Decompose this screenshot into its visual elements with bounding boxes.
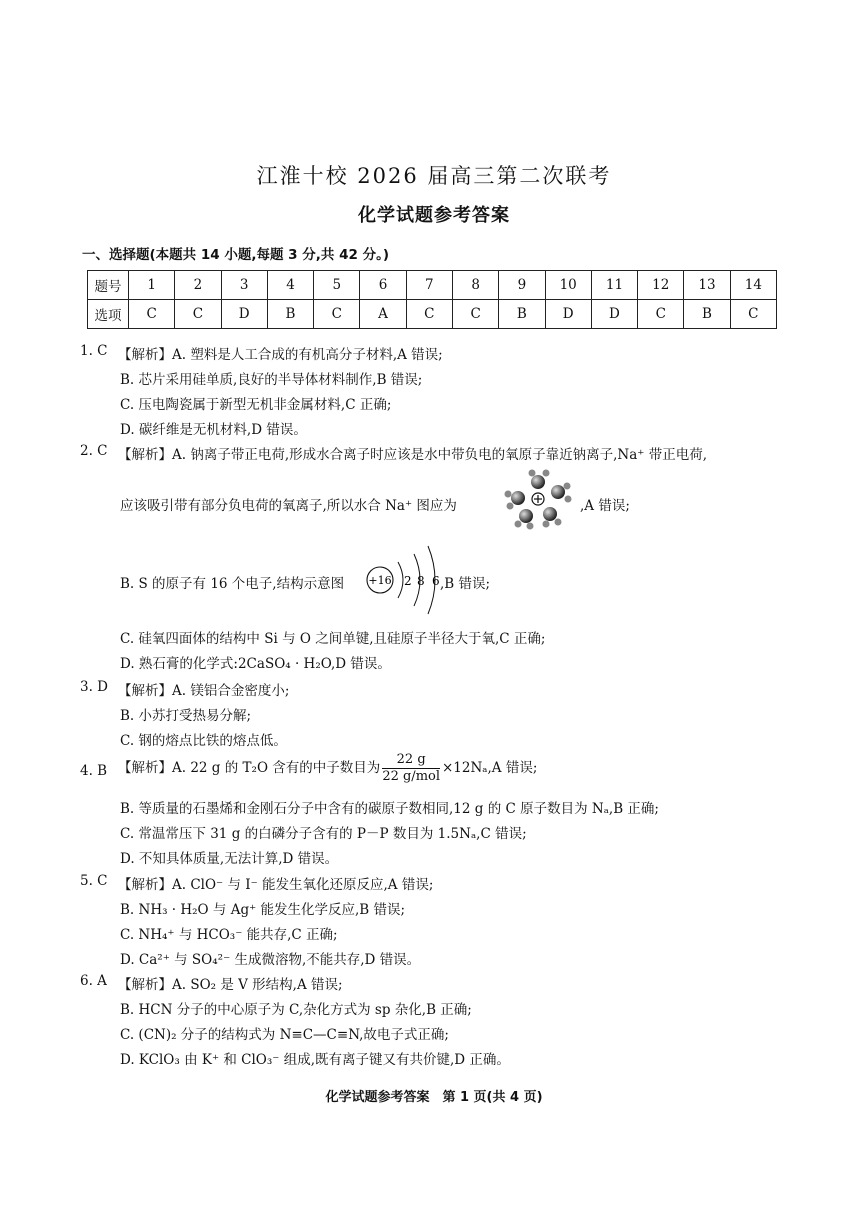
question-number-cell: 12 [638,271,684,300]
page-footer: 化学试题参考答案 第 1 页(共 4 页) [325,1090,543,1105]
answer-row [88,300,777,329]
q1-line4: D. 碳纤维是无机材料,D 错误。 [120,422,307,438]
answer-cell: C [452,300,498,329]
q5-line1: 【解析】A. ClO⁻ 与 I⁻ 能发生氧化还原反应,A 错误; [118,877,434,893]
fraction-numerator: 22 g [382,752,440,769]
q4-number: 4. B [80,763,108,779]
q2-line3a: B. S 的原子有 16 个电子,结构示意图 [120,576,345,592]
answer-cell: B [684,300,730,329]
answer-table [87,270,777,329]
answer-cell: B [499,300,545,329]
answer-cell: B [267,300,313,329]
question-number-cell: 3 [221,271,267,300]
answer-cell: D [591,300,637,329]
question-number-cell: 5 [314,271,360,300]
question-number-cell: 2 [175,271,221,300]
q2-line5: D. 熟石膏的化学式:2CaSO₄ · H₂O,D 错误。 [120,656,391,672]
q5-line4: D. Ca²⁺ 与 SO₄²⁻ 生成微溶物,不能共存,D 错误。 [120,952,421,968]
answer-cell: C [406,300,452,329]
answer-cell: C [129,300,175,329]
q3-line2: B. 小苏打受热易分解; [120,708,252,724]
hydrated-ion-image [500,466,584,530]
answer-cell: C [175,300,221,329]
fraction-denominator: 22 g/mol [382,769,440,784]
row-header-answer: 选项 [88,300,129,329]
shell-3-electrons: 6 [432,574,440,588]
document-title: 江淮十校 2026 届高三第二次联考 [256,164,612,188]
q2-number: 2. C [80,443,108,459]
q3-number: 3. D [80,679,108,695]
q1-line3: C. 压电陶瓷属于新型无机非金属材料,C 正确; [120,397,392,413]
q1-line2: B. 芯片采用硅单质,良好的半导体材料制作,B 错误; [120,372,423,388]
q6-line3: C. (CN)₂ 分子的结构式为 N≡C—C≡N,故电子式正确; [120,1027,449,1043]
q4-line1 [118,752,537,785]
question-number-cell: 14 [730,271,776,300]
section-heading: 一、选择题(本题共 14 小题,每题 3 分,共 42 分。) [82,247,390,263]
q6-line1: 【解析】A. SO₂ 是 V 形结构,A 错误; [118,977,343,993]
q2-line1: 【解析】A. 钠离子带正电荷,形成水合离子时应该是水中带负电的氧原子靠近钠离子,Na⁺ 带正电荷, [118,447,707,463]
answer-cell: C [314,300,360,329]
question-number-cell: 9 [499,271,545,300]
q6-number: 6. A [80,973,107,989]
answer-cell: D [545,300,591,329]
q4-line3: C. 常温常压下 31 g 的白磷分子含有的 P－P 数目为 1.5Nₐ,C 错误; [120,826,527,842]
question-number-cell: 11 [591,271,637,300]
q4-line2: B. 等质量的石墨烯和金刚石分子中含有的碳原子数相同,12 g 的 C 原子数目为 Nₐ,B 正确; [120,801,659,817]
q5-line3: C. NH₄⁺ 与 HCO₃⁻ 能共存,C 正确; [120,927,338,943]
q2-line2b: ,A 错误; [580,498,630,514]
q4-fraction [382,752,440,785]
answer-cell: D [221,300,267,329]
question-number-cell: 7 [406,271,452,300]
question-number-cell: 4 [267,271,313,300]
nucleus-label: +16 [368,574,392,587]
question-number-cell: 1 [129,271,175,300]
q1-line1: 【解析】A. 塑料是人工合成的有机高分子材料,A 错误; [118,347,443,363]
q3-line3: C. 钢的熔点比铁的熔点低。 [120,733,287,749]
question-number-cell: 13 [684,271,730,300]
q6-line2: B. HCN 分子的中心原子为 C,杂化方式为 sp 杂化,B 正确; [120,1002,472,1018]
q2-line4: C. 硅氧四面体的结构中 Si 与 O 之间单键,且硅原子半径大于氧,C 正确; [120,631,546,647]
question-number-cell: 10 [545,271,591,300]
q2-line2a: 应该吸引带有部分负电荷的氧离子,所以水合 Na⁺ 图应为 [120,498,457,514]
q1-number: 1. C [80,343,108,359]
q5-line2: B. NH₃ · H₂O 与 Ag⁺ 能发生化学反应,B 错误; [120,902,406,918]
answer-cell: A [360,300,406,329]
document-subtitle: 化学试题参考答案 [358,205,510,226]
sulfur-atom-structure-diagram [362,542,442,618]
q5-number: 5. C [80,873,108,889]
row-header-number: 题号 [88,271,129,300]
q2-line3b: ,B 错误; [440,576,491,592]
question-number-cell: 8 [452,271,498,300]
shell-1-electrons: 2 [404,574,412,588]
q4-line1b: ×12Nₐ,A 错误; [442,760,538,776]
question-number-cell: 6 [360,271,406,300]
q3-line1: 【解析】A. 镁铝合金密度小; [118,683,290,699]
q6-line4: D. KClO₃ 由 K⁺ 和 ClO₃⁻ 组成,既有离子键又有共价键,D 正确。 [120,1052,510,1068]
answer-cell: C [638,300,684,329]
answer-cell: C [730,300,776,329]
q4-line1a: 【解析】A. 22 g 的 T₂O 含有的中子数目为 [118,760,381,776]
shell-2-electrons: 8 [417,574,425,588]
q4-line4: D. 不知具体质量,无法计算,D 错误。 [120,851,339,867]
question-number-row [88,271,777,300]
